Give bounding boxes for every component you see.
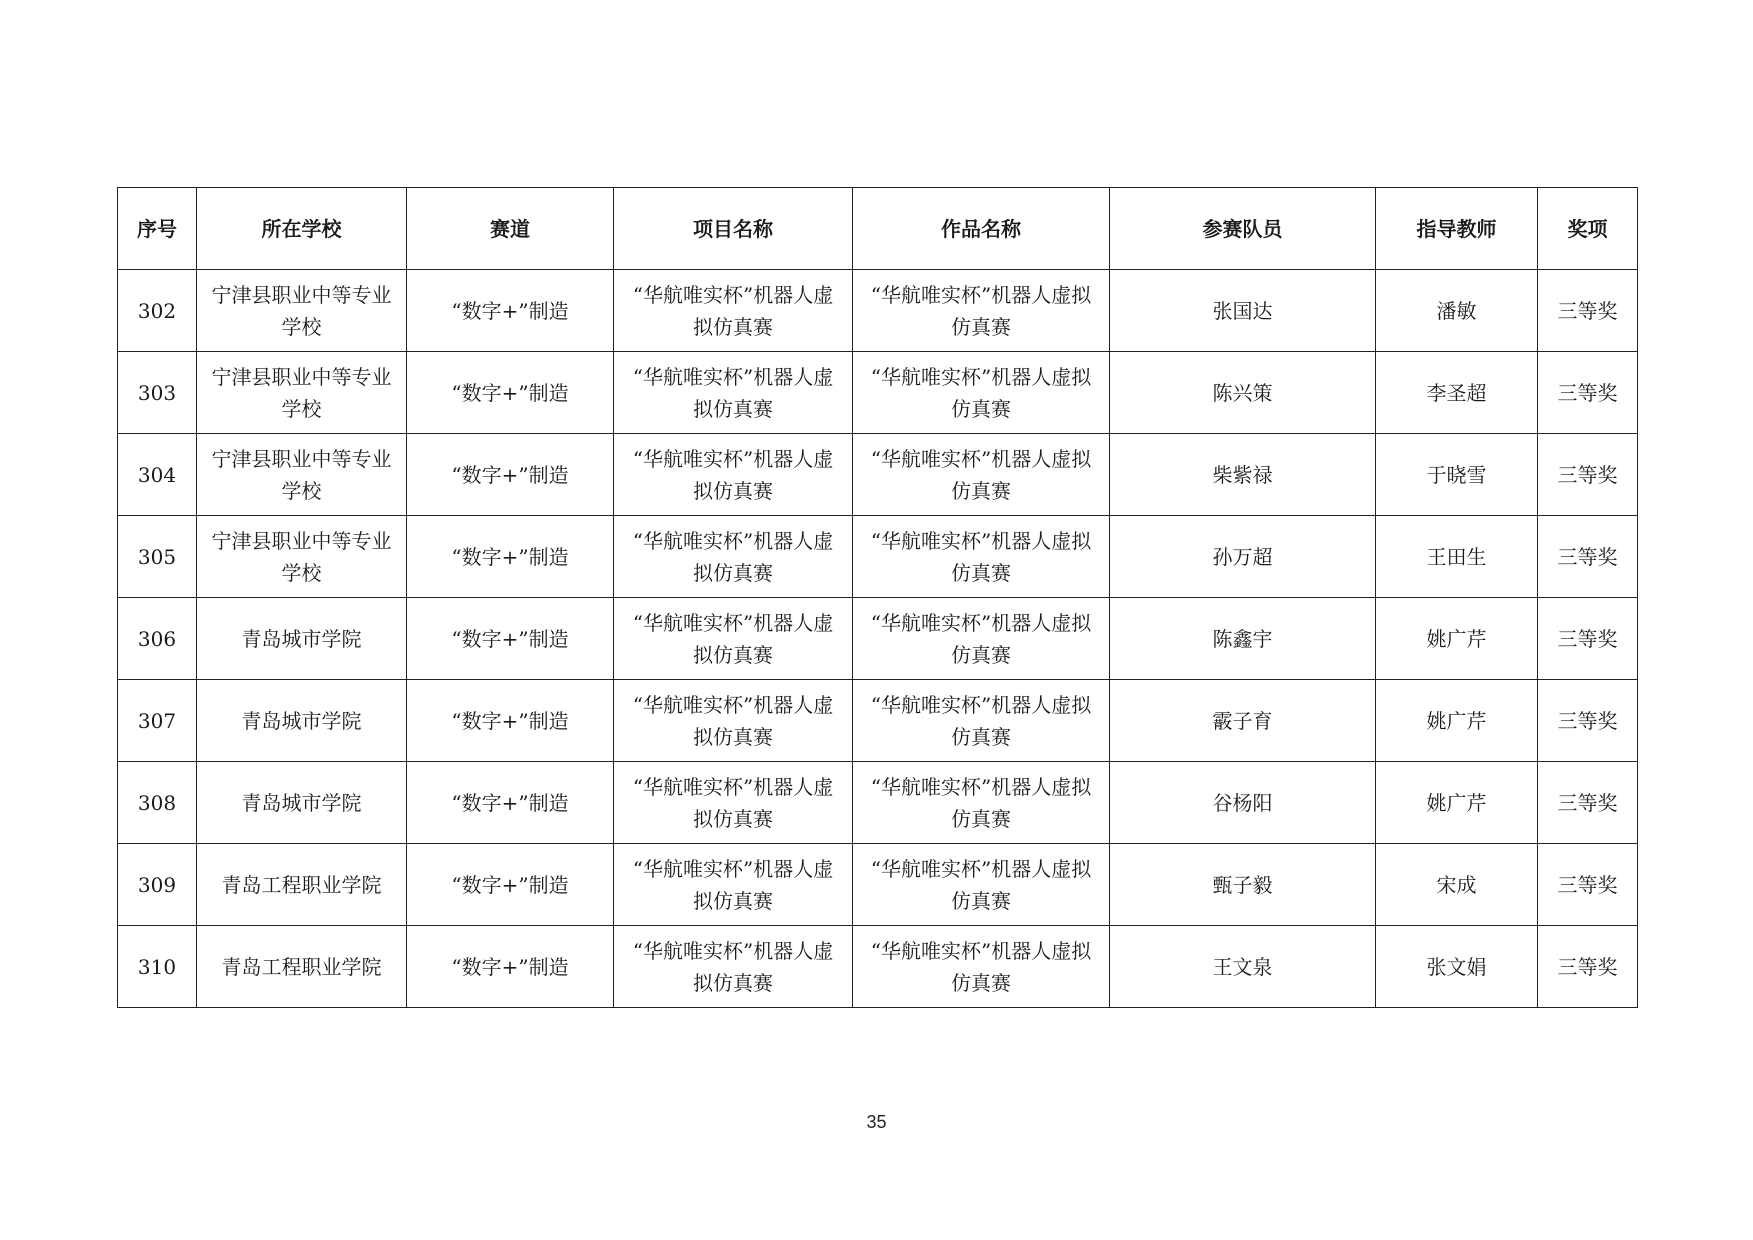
cell-work: “华航唯实杯”机器人虚拟仿真赛	[853, 434, 1110, 516]
cell-project: “华航唯实杯”机器人虚拟仿真赛	[614, 680, 853, 762]
cell-members: 陈兴策	[1110, 352, 1376, 434]
cell-school: 青岛城市学院	[197, 762, 407, 844]
header-members: 参赛队员	[1110, 188, 1376, 270]
cell-members: 陈鑫宇	[1110, 598, 1376, 680]
cell-school: 宁津县职业中等专业学校	[197, 516, 407, 598]
page-number: 35	[866, 1112, 887, 1132]
header-award: 奖项	[1538, 188, 1638, 270]
cell-work: “华航唯实杯”机器人虚拟仿真赛	[853, 844, 1110, 926]
cell-members: 孙万超	[1110, 516, 1376, 598]
cell-school: 宁津县职业中等专业学校	[197, 352, 407, 434]
cell-advisor: 张文娟	[1376, 926, 1538, 1008]
table-row	[118, 434, 1638, 516]
cell-track: “数字+”制造	[407, 680, 614, 762]
cell-work: “华航唯实杯”机器人虚拟仿真赛	[853, 680, 1110, 762]
cell-track: “数字+”制造	[407, 762, 614, 844]
cell-award: 三等奖	[1538, 352, 1638, 434]
cell-index: 309	[118, 844, 197, 926]
cell-work: “华航唯实杯”机器人虚拟仿真赛	[853, 762, 1110, 844]
cell-index: 304	[118, 434, 197, 516]
cell-work: “华航唯实杯”机器人虚拟仿真赛	[853, 598, 1110, 680]
cell-advisor: 王田生	[1376, 516, 1538, 598]
cell-award: 三等奖	[1538, 516, 1638, 598]
cell-award: 三等奖	[1538, 926, 1638, 1008]
header-school: 所在学校	[197, 188, 407, 270]
cell-index: 310	[118, 926, 197, 1008]
table-row	[118, 680, 1638, 762]
cell-index: 303	[118, 352, 197, 434]
cell-members: 霰子育	[1110, 680, 1376, 762]
cell-award: 三等奖	[1538, 680, 1638, 762]
cell-members: 甄子毅	[1110, 844, 1376, 926]
cell-track: “数字+”制造	[407, 516, 614, 598]
cell-project: “华航唯实杯”机器人虚拟仿真赛	[614, 352, 853, 434]
cell-award: 三等奖	[1538, 844, 1638, 926]
cell-school: 宁津县职业中等专业学校	[197, 270, 407, 352]
cell-award: 三等奖	[1538, 270, 1638, 352]
cell-project: “华航唯实杯”机器人虚拟仿真赛	[614, 434, 853, 516]
cell-advisor: 姚广芹	[1376, 680, 1538, 762]
cell-project: “华航唯实杯”机器人虚拟仿真赛	[614, 926, 853, 1008]
cell-award: 三等奖	[1538, 598, 1638, 680]
table-row	[118, 762, 1638, 844]
cell-school: 青岛工程职业学院	[197, 926, 407, 1008]
table-row	[118, 352, 1638, 434]
cell-project: “华航唯实杯”机器人虚拟仿真赛	[614, 270, 853, 352]
table-row	[118, 844, 1638, 926]
cell-school: 青岛工程职业学院	[197, 844, 407, 926]
header-index: 序号	[118, 188, 197, 270]
cell-index: 307	[118, 680, 197, 762]
cell-members: 张国达	[1110, 270, 1376, 352]
header-track: 赛道	[407, 188, 614, 270]
cell-advisor: 李圣超	[1376, 352, 1538, 434]
cell-project: “华航唯实杯”机器人虚拟仿真赛	[614, 762, 853, 844]
table-row	[118, 598, 1638, 680]
cell-work: “华航唯实杯”机器人虚拟仿真赛	[853, 926, 1110, 1008]
cell-work: “华航唯实杯”机器人虚拟仿真赛	[853, 516, 1110, 598]
cell-track: “数字+”制造	[407, 926, 614, 1008]
header-row	[118, 188, 1638, 270]
cell-members: 柴紫禄	[1110, 434, 1376, 516]
cell-award: 三等奖	[1538, 762, 1638, 844]
cell-project: “华航唯实杯”机器人虚拟仿真赛	[614, 598, 853, 680]
cell-track: “数字+”制造	[407, 434, 614, 516]
header-work: 作品名称	[853, 188, 1110, 270]
cell-index: 305	[118, 516, 197, 598]
cell-advisor: 潘敏	[1376, 270, 1538, 352]
cell-advisor: 于晓雪	[1376, 434, 1538, 516]
table-row	[118, 516, 1638, 598]
header-advisor: 指导教师	[1376, 188, 1538, 270]
cell-project: “华航唯实杯”机器人虚拟仿真赛	[614, 844, 853, 926]
cell-school: 青岛城市学院	[197, 680, 407, 762]
table-row	[118, 926, 1638, 1008]
cell-index: 308	[118, 762, 197, 844]
cell-track: “数字+”制造	[407, 844, 614, 926]
cell-members: 王文泉	[1110, 926, 1376, 1008]
cell-school: 宁津县职业中等专业学校	[197, 434, 407, 516]
table-row	[118, 270, 1638, 352]
cell-track: “数字+”制造	[407, 352, 614, 434]
cell-track: “数字+”制造	[407, 270, 614, 352]
cell-advisor: 姚广芹	[1376, 762, 1538, 844]
awards-table	[117, 187, 1638, 1008]
cell-advisor: 姚广芹	[1376, 598, 1538, 680]
cell-award: 三等奖	[1538, 434, 1638, 516]
cell-work: “华航唯实杯”机器人虚拟仿真赛	[853, 352, 1110, 434]
cell-index: 302	[118, 270, 197, 352]
cell-work: “华航唯实杯”机器人虚拟仿真赛	[853, 270, 1110, 352]
cell-project: “华航唯实杯”机器人虚拟仿真赛	[614, 516, 853, 598]
cell-members: 谷杨阳	[1110, 762, 1376, 844]
cell-index: 306	[118, 598, 197, 680]
header-project: 项目名称	[614, 188, 853, 270]
cell-school: 青岛城市学院	[197, 598, 407, 680]
cell-track: “数字+”制造	[407, 598, 614, 680]
cell-advisor: 宋成	[1376, 844, 1538, 926]
